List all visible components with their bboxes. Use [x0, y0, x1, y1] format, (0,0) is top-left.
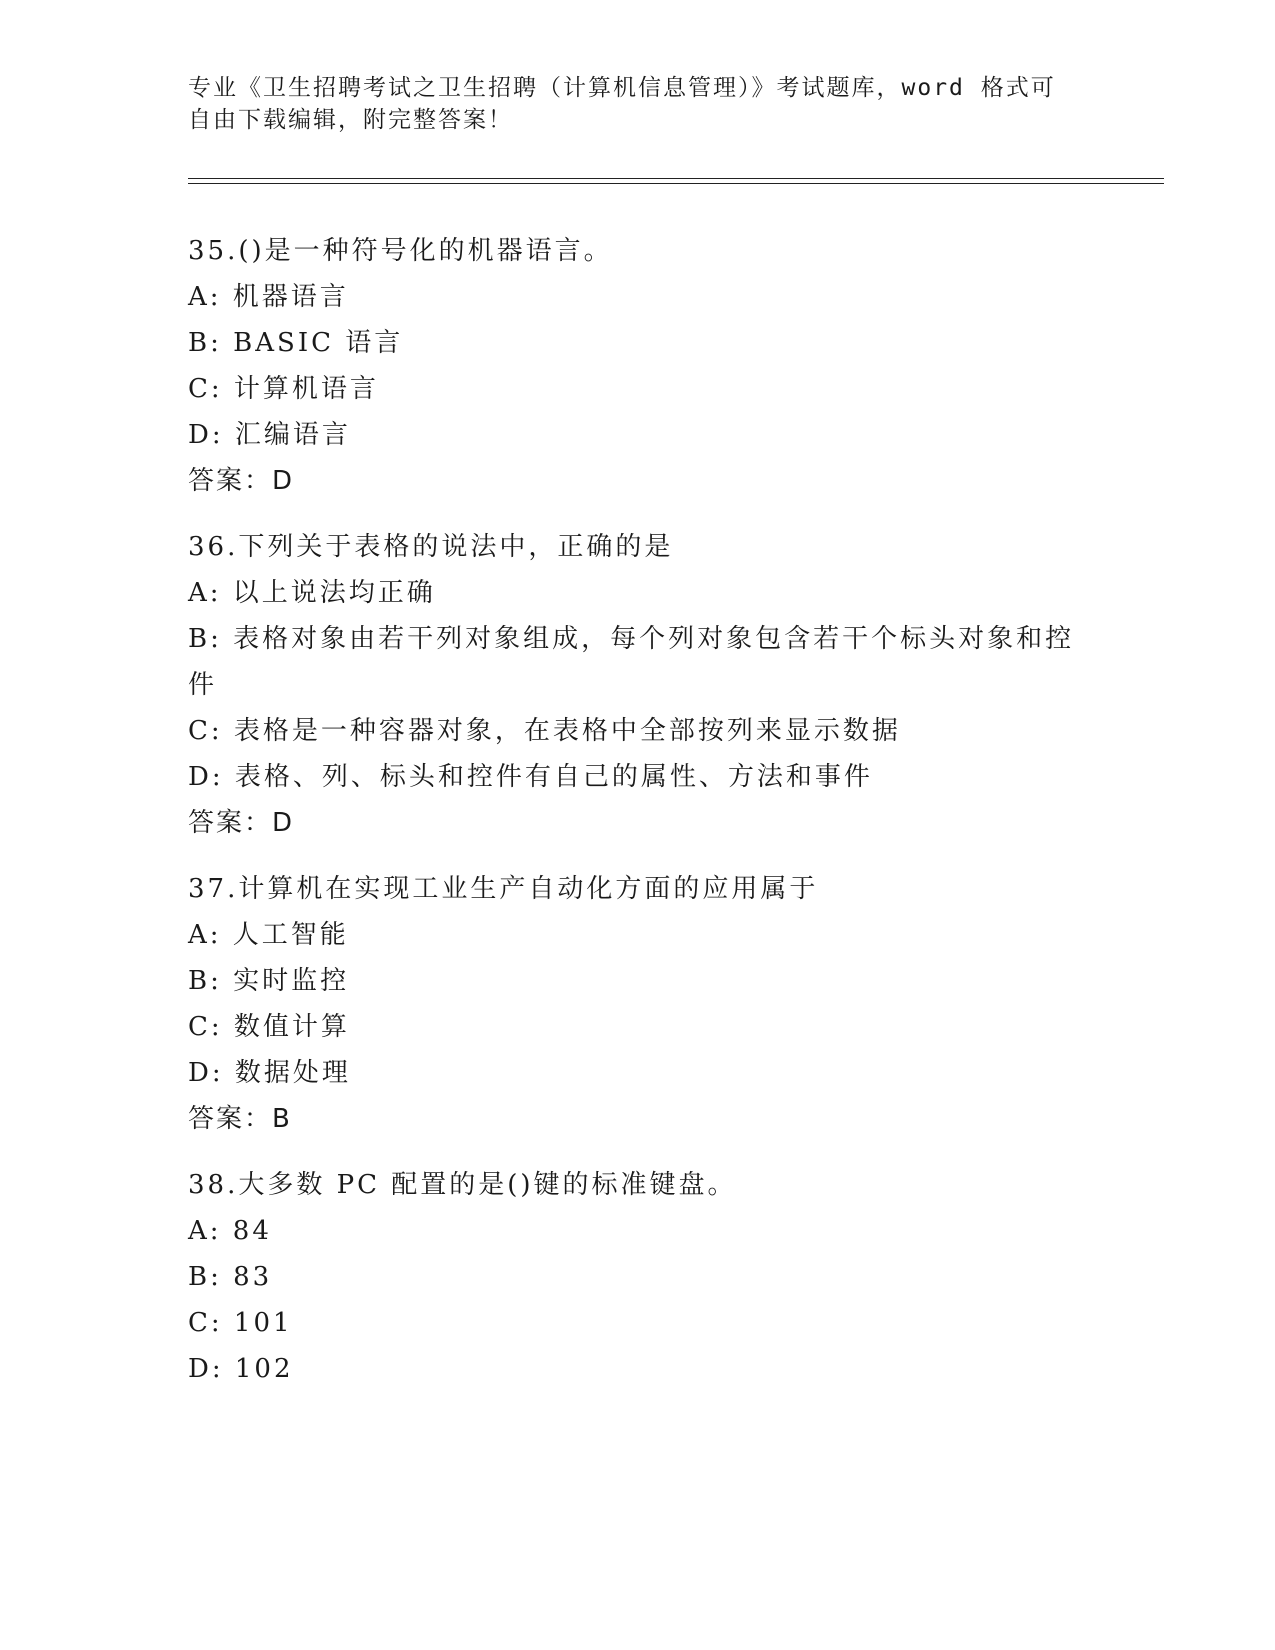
question-list: [188, 228, 1088, 1412]
option-d: D: 数据处理: [188, 1058, 351, 1088]
option-a: A: 机器语言: [188, 282, 349, 312]
option-c: C: 101: [188, 1308, 293, 1338]
question-stem: 38.大多数 PC 配置的是()键的标准键盘。: [188, 1170, 737, 1200]
option-c: C: 数值计算: [188, 1012, 350, 1042]
option-d: D: 表格、列、标头和控件有自己的属性、方法和事件: [188, 762, 873, 792]
header-divider-top: [188, 178, 1164, 179]
option-b: B: BASIC 语言: [188, 328, 404, 358]
question-stem: 36.下列关于表格的说法中，正确的是: [188, 532, 674, 562]
question-stem: 35.()是一种符号化的机器语言。: [188, 236, 613, 266]
option-c: C: 表格是一种容器对象，在表格中全部按列来显示数据: [188, 716, 901, 746]
question-35: [188, 228, 1088, 504]
option-b: B: 实时监控: [188, 966, 350, 996]
option-d: D: 汇编语言: [188, 420, 351, 450]
answer-key: 答案：D: [188, 808, 295, 838]
question-36: [188, 524, 1088, 846]
option-b: B: 83: [188, 1262, 273, 1292]
question-37: [188, 866, 1088, 1142]
option-b: B: 表格对象由若干列对象组成，每个列对象包含若干个标头对象和控件: [188, 624, 1075, 700]
answer-key: 答案：B: [188, 1104, 292, 1134]
question-stem: 37.计算机在实现工业生产自动化方面的应用属于: [188, 874, 819, 904]
option-a: A: 人工智能: [188, 920, 349, 950]
option-a: A: 以上说法均正确: [188, 578, 436, 608]
option-c: C: 计算机语言: [188, 374, 379, 404]
option-d: D: 102: [188, 1354, 294, 1384]
answer-key: 答案：D: [188, 466, 295, 496]
document-header: 专业《卫生招聘考试之卫生招聘（计算机信息管理）》考试题库，word 格式可自由下载编辑，附完整答案！: [188, 75, 1056, 133]
header-divider-bottom: [188, 183, 1164, 184]
option-a: A: 84: [188, 1216, 272, 1246]
question-38: [188, 1162, 1088, 1392]
